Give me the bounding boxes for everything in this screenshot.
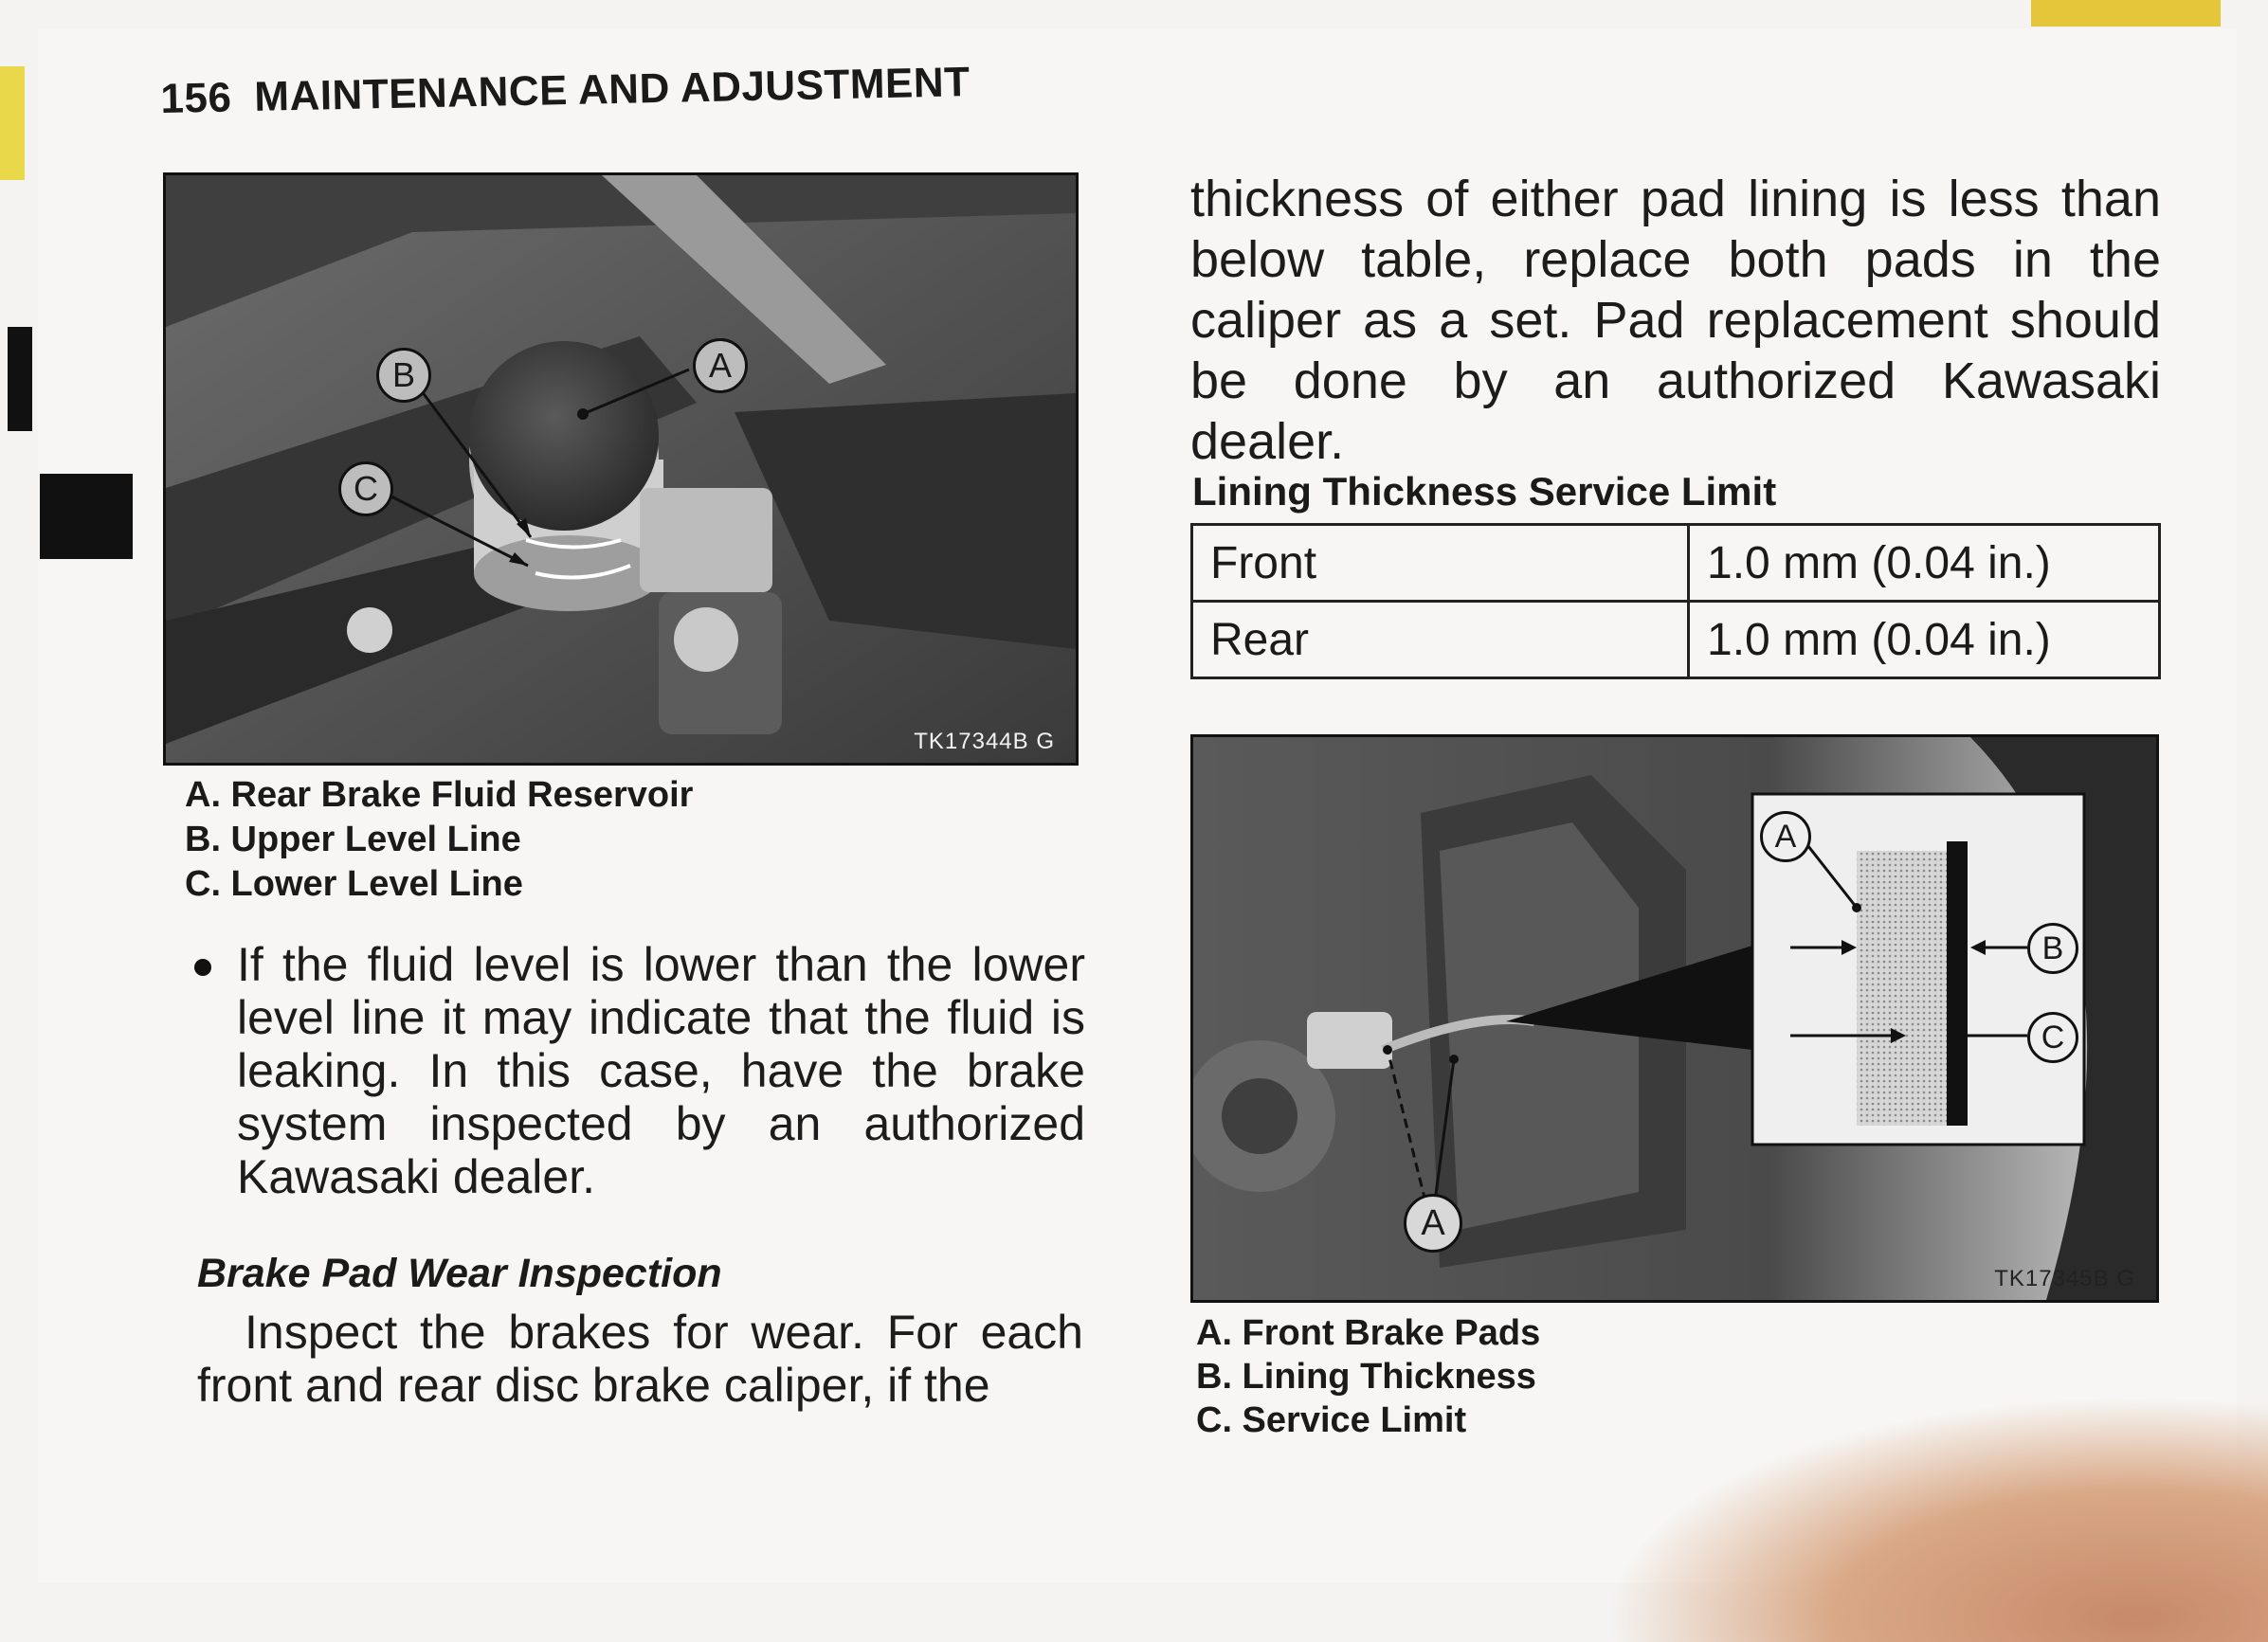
callout-a-label: A — [693, 338, 748, 393]
figure-caption-left — [185, 773, 693, 907]
caption-item: C. Service Limit — [1196, 1400, 1467, 1440]
table-title: Lining Thickness Service Limit — [1192, 469, 1777, 514]
page-edge-mark — [0, 66, 25, 180]
callout-b-label: B — [2027, 923, 2078, 974]
caption-item: A. Front Brake Pads — [1196, 1313, 1541, 1353]
section-title: Brake Pad Wear Inspection — [197, 1251, 722, 1296]
page-title: MAINTENANCE AND ADJUSTMENT — [253, 59, 971, 120]
row-label: Rear — [1192, 602, 1689, 678]
bullet-paragraph — [194, 938, 1085, 1203]
reservoir-photo — [163, 172, 1079, 766]
row-value: 1.0 mm (0.04 in.) — [1689, 525, 2160, 602]
caption-item: B. Upper Level Line — [185, 820, 521, 859]
section-tab-mark — [8, 327, 32, 431]
callout-c-label: C — [338, 461, 393, 516]
table-row — [1192, 525, 2160, 602]
figure-caption-right — [1196, 1311, 1540, 1442]
row-value: 1.0 mm (0.04 in.) — [1689, 602, 2160, 678]
callout-a-label: A — [1404, 1194, 1462, 1253]
section-tab-mark — [40, 474, 133, 559]
row-label: Front — [1192, 525, 1689, 602]
section-paragraph: Inspect the brakes for wear. For each front and rear disc brake caliper, if the — [197, 1306, 1083, 1412]
table-row — [1192, 602, 2160, 678]
service-limit-table — [1190, 523, 2161, 679]
figure-code: TK17344B G — [914, 729, 1055, 754]
brake-pad-photo — [1190, 734, 2159, 1303]
continued-paragraph: thickness of either pad lining is less than below table, replace both pads in the caliper as a set. Pad replacement should be done by an authorized Kawasaki dealer. — [1190, 171, 2161, 470]
page-number: 156 — [159, 74, 232, 123]
bullet-icon — [194, 959, 211, 976]
page-edge-mark — [2031, 0, 2221, 27]
bullet-text: If the fluid level is lower than the lower level line it may indicate that the fluid is leaking. In this case, have the brake system inspected by an authorized Kawasaki dealer. — [237, 938, 1085, 1203]
thumb-shadow — [1605, 1396, 2268, 1642]
callout-a-label: A — [1760, 811, 1811, 862]
figure-code: TK17345B G — [1994, 1266, 2135, 1291]
callout-c-label: C — [2027, 1012, 2078, 1063]
caption-item: A. Rear Brake Fluid Reservoir — [185, 775, 694, 815]
callout-b-label: B — [376, 348, 431, 403]
caption-item: C. Lower Level Line — [185, 864, 523, 904]
caption-item: B. Lining Thickness — [1196, 1357, 1536, 1397]
